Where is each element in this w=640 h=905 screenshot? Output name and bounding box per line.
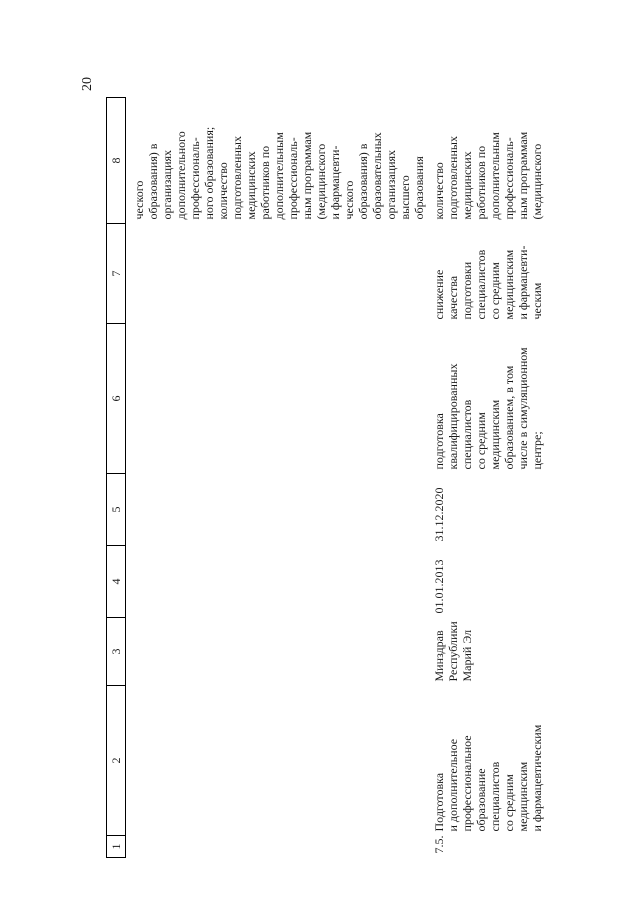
cell-line: ческого [132, 180, 146, 220]
cell-line: дополнительным [488, 132, 502, 220]
header-col-6: 6 [107, 324, 126, 474]
cell-line: подготовленных [230, 136, 244, 220]
header-row [107, 98, 126, 858]
cell-line: Республики [446, 621, 460, 682]
cell-line: дополнительным [272, 132, 286, 220]
continued-col-3 [126, 618, 427, 686]
cell-line: и дополнительное [446, 738, 460, 832]
cell-line: ным программам [516, 131, 530, 220]
header-col-2: 2 [107, 686, 126, 836]
header-col-5: 5 [107, 474, 126, 546]
cell-line: профессиональ- [502, 137, 516, 220]
header-col-8: 8 [107, 98, 126, 224]
cell-line: ческого [342, 180, 356, 220]
cell-line: специалистов [474, 249, 488, 320]
cell-line: Марий Эл [460, 629, 474, 682]
expected-result [426, 324, 572, 474]
cell-line: ческим [530, 282, 544, 320]
cell-line: и фармацевтическим [530, 724, 544, 832]
header-col-4: 4 [107, 546, 126, 618]
responsible-executor [426, 618, 572, 686]
cell-line: подготовки [460, 261, 474, 320]
cell-line: работников по [474, 145, 488, 220]
program-table [106, 97, 572, 858]
cell-line: медицинских [244, 151, 258, 220]
cell-line: работников по [258, 145, 272, 220]
table-row-7-5 [426, 98, 572, 858]
cell-line: профессиональное [460, 735, 474, 832]
cell-line: организациях [384, 149, 398, 220]
continued-col-1 [126, 836, 427, 858]
cell-line: высшего [398, 175, 412, 220]
cell-line: профессиональ- [188, 137, 202, 220]
cell-line: профессиональ- [286, 137, 300, 220]
cell-line: медицинским [502, 249, 516, 320]
cell-line: образование [474, 768, 488, 832]
indicators [426, 98, 572, 224]
cell-line: и фармацевти- [328, 145, 342, 220]
cell-line: медицинским [516, 761, 530, 832]
cell-line: центре; [530, 431, 544, 470]
cell-line: количество [216, 162, 230, 220]
cell-line: специалистов [488, 761, 502, 832]
header-col-3: 3 [107, 618, 126, 686]
continued-col-2 [126, 686, 427, 836]
row-number: 7.5. [432, 835, 446, 854]
cell-line: медицинских [460, 151, 474, 220]
measure-name [426, 686, 572, 836]
cell-line: образования) в [356, 143, 370, 220]
cell-line: подготовка [432, 413, 446, 470]
continued-row [126, 98, 427, 858]
continued-col-7 [126, 224, 427, 324]
cell-line: квалифицированных [446, 363, 460, 470]
cell-line: количество [432, 162, 446, 220]
cell-line: Подготовка [432, 772, 446, 832]
cell-line: образования [412, 156, 426, 220]
cell-line: ного образования; [202, 126, 216, 220]
cell-line: (медицинского [314, 143, 328, 220]
cell-line: дополнительного [174, 131, 188, 220]
continued-col-6 [126, 324, 427, 474]
rotated-table-page [106, 98, 576, 858]
header-col-1: 1 [107, 836, 126, 858]
cell-line: медицинским [488, 399, 502, 470]
cell-line: организациях [160, 149, 174, 220]
continued-col-8 [126, 98, 427, 224]
cell-line: специалистов [460, 399, 474, 470]
cell-line: образования) в [146, 143, 160, 220]
cell-line: качества [446, 275, 460, 320]
continued-col-5 [126, 474, 427, 546]
continued-col-4 [126, 546, 427, 618]
cell-line: со средним [488, 262, 502, 320]
header-col-7: 7 [107, 224, 126, 324]
consequences [426, 224, 572, 324]
cell-line: ным программам [300, 131, 314, 220]
cell-line: подготовленных [446, 136, 460, 220]
page-number: 20 [80, 77, 95, 91]
cell-line: со средним [502, 774, 516, 832]
start-date: 01.01.2013 [432, 559, 446, 614]
cell-line: снижение [432, 269, 446, 320]
cell-line: и фармацевти- [516, 245, 530, 320]
cell-line: Минздрав [432, 630, 446, 682]
end-date: 31.12.2020 [432, 487, 446, 542]
cell-line: со средним [474, 412, 488, 470]
cell-line: образовательных [370, 132, 384, 220]
cell-line: (медицинского [530, 143, 544, 220]
cell-line: числе в симуляционном [516, 347, 530, 470]
cell-line: образованием, в том [502, 365, 516, 470]
